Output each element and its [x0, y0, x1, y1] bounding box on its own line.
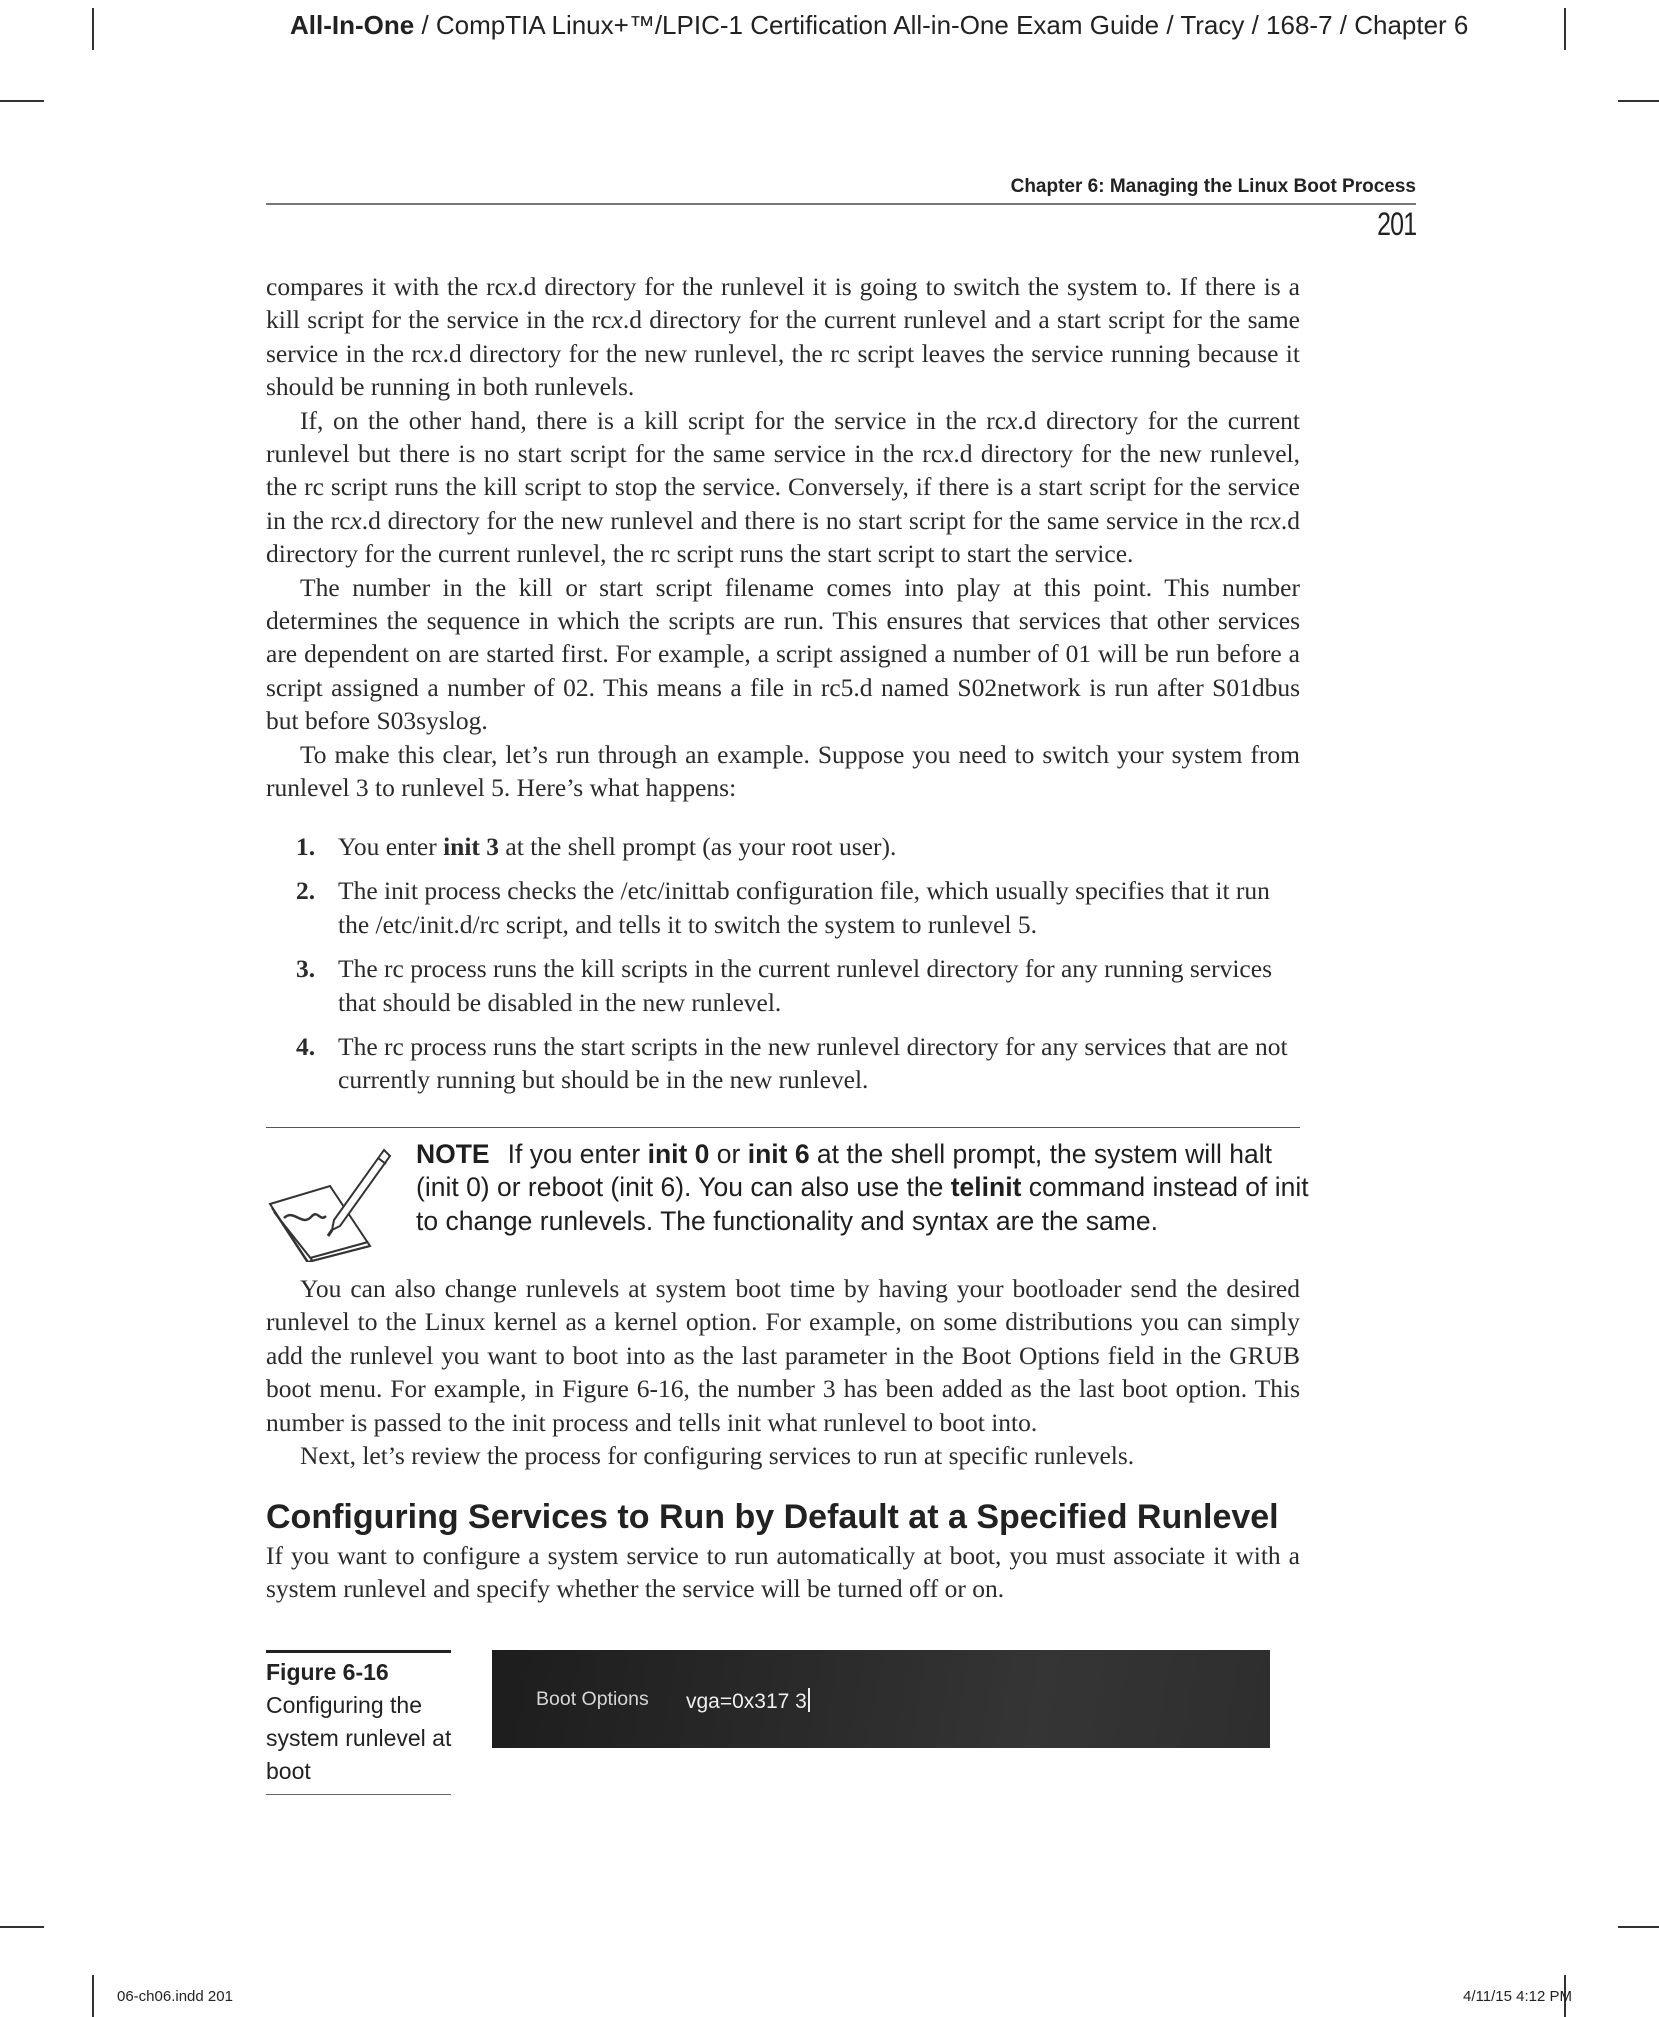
figure-caption-rule-bottom [266, 1794, 451, 1795]
note-rule-top [266, 1127, 1300, 1128]
numbered-steps [266, 830, 1300, 1108]
step-text: You enter init 3 at the shell prompt (as your root user). [338, 832, 897, 861]
running-head-rest: / CompTIA Linux+™/LPIC-1 Certification All-in-One Exam Guide / Tracy / 168-7 / Chapter 6 [414, 10, 1469, 40]
paragraph: If you want to configure a system service to run automatically at boot, you must associate it with a system runlevel and specify whether the service will be turned off or on. [266, 1541, 1300, 1604]
step-number: 2. [296, 876, 316, 906]
paragraph: compares it with the rcx.d directory for the runlevel it is going to switch the system to. If there is a kill script for the service in the rcx.d directory for the current runlevel and a start script for the same service in the rcx.d directory for the new runlevel, the rc script leaves the service running because it should be running in both runlevels. [266, 272, 1300, 402]
step-number: 3. [296, 954, 316, 984]
list-item [266, 874, 1300, 941]
boot-options-value: vga=0x317 3 [686, 1690, 807, 1713]
paragraph: To make this clear, let’s run through an example. Suppose you need to switch your system from runlevel 3 to runlevel 5. Here’s what happens: [266, 739, 1300, 803]
crop-mark [1618, 100, 1659, 102]
body-text-middle [266, 1272, 1300, 1472]
list-item [266, 952, 1300, 1019]
figure-caption-text: Configuring the system runlevel at boot [266, 1692, 452, 1784]
slug-date: 4/11/15 4:12 PM [1463, 1988, 1572, 2005]
text-cursor [808, 1688, 810, 1712]
step-text: The init process checks the /etc/inittab configuration file, which usually specifies that it run the /etc/init.d/rc script, and tells it to switch the system to runlevel 5. [338, 876, 1270, 939]
list-item [266, 1030, 1300, 1097]
crop-mark [92, 1975, 94, 2017]
paragraph: You can also change runlevels at system boot time by having your bootloader send the desired runlevel to the Linux kernel as a kernel option. For example, on some distributions you can simply add the runlevel you want to boot into as the last parameter in the Boot Options field in the GRUB boot menu. For example, in Figure 6-16, the number 3 has been added as the last boot option. This number is passed to the init process and tells init what runlevel to boot into. [266, 1274, 1300, 1437]
paragraph: Next, let’s review the process for configuring services to run at specific runlevels. [300, 1441, 1135, 1471]
paragraph: The number in the kill or start script filename comes into play at this point. This number determines the sequence in which the scripts are run. This ensures that services that other services are dependent on are started first. For example, a script assigned a number of 01 will be run before a script assigned a number of 02. This means a file in rc5.d named S02network is run after S01dbus but before S03syslog. [266, 572, 1300, 736]
running-head-series: All-In-One [290, 10, 415, 40]
chapter-head: Chapter 6: Managing the Linux Boot Process [1010, 176, 1416, 197]
boot-options-label: Boot Options [536, 1688, 649, 1710]
body-text-top [266, 270, 1300, 805]
note-body: If you enter init 0 or init 6 at the shell prompt, the system will halt (init 0) or reboot (init 6). You can also use the telinit command instead of init to change runlevels. The functionality and syntax are the same. [416, 1139, 1309, 1236]
running-head [290, 10, 1500, 41]
page-number: 201 [1376, 206, 1416, 242]
step-text: The rc process runs the start scripts in the new runlevel directory for any services that are not currently running but should be in the new runlevel. [338, 1032, 1288, 1095]
figure-boot-options-screenshot [492, 1650, 1270, 1748]
note-label: NOTE [416, 1139, 490, 1169]
crop-mark [0, 1926, 44, 1928]
figure-caption-rule-top [266, 1650, 451, 1653]
header-rule [266, 203, 1416, 205]
crop-mark [1564, 8, 1566, 50]
paragraph: If, on the other hand, there is a kill script for the service in the rcx.d directory for the current runlevel but there is no start script for the same service in the rcx.d directory for the new runlevel, the rc script runs the kill script to stop the service. Conversely, if there is a start script for the service in the rcx.d directory for the new runlevel and there is no start script for the same service in the rcx.d directory for the current runlevel, the rc script runs the start script to start the service. [266, 405, 1300, 569]
boot-options-field [686, 1688, 810, 1714]
body-text-bottom [266, 1539, 1300, 1606]
list-item [266, 830, 1300, 863]
crop-mark [92, 8, 94, 50]
slug-file: 06-ch06.indd 201 [117, 1988, 233, 2005]
step-number: 1. [296, 832, 316, 861]
note-box [416, 1138, 1310, 1238]
crop-mark [1618, 1926, 1659, 1928]
crop-mark [0, 100, 44, 102]
section-heading: Configuring Services to Run by Default at a Specified Runlevel [266, 1498, 1279, 1536]
figure-label: Figure 6-16 [266, 1659, 389, 1685]
step-number: 4. [296, 1032, 316, 1062]
note-pencil-icon [266, 1142, 396, 1262]
step-text: The rc process runs the kill scripts in the current runlevel directory for any running services that should be disabled in the new runlevel. [338, 954, 1272, 1017]
figure-caption [266, 1656, 456, 1788]
